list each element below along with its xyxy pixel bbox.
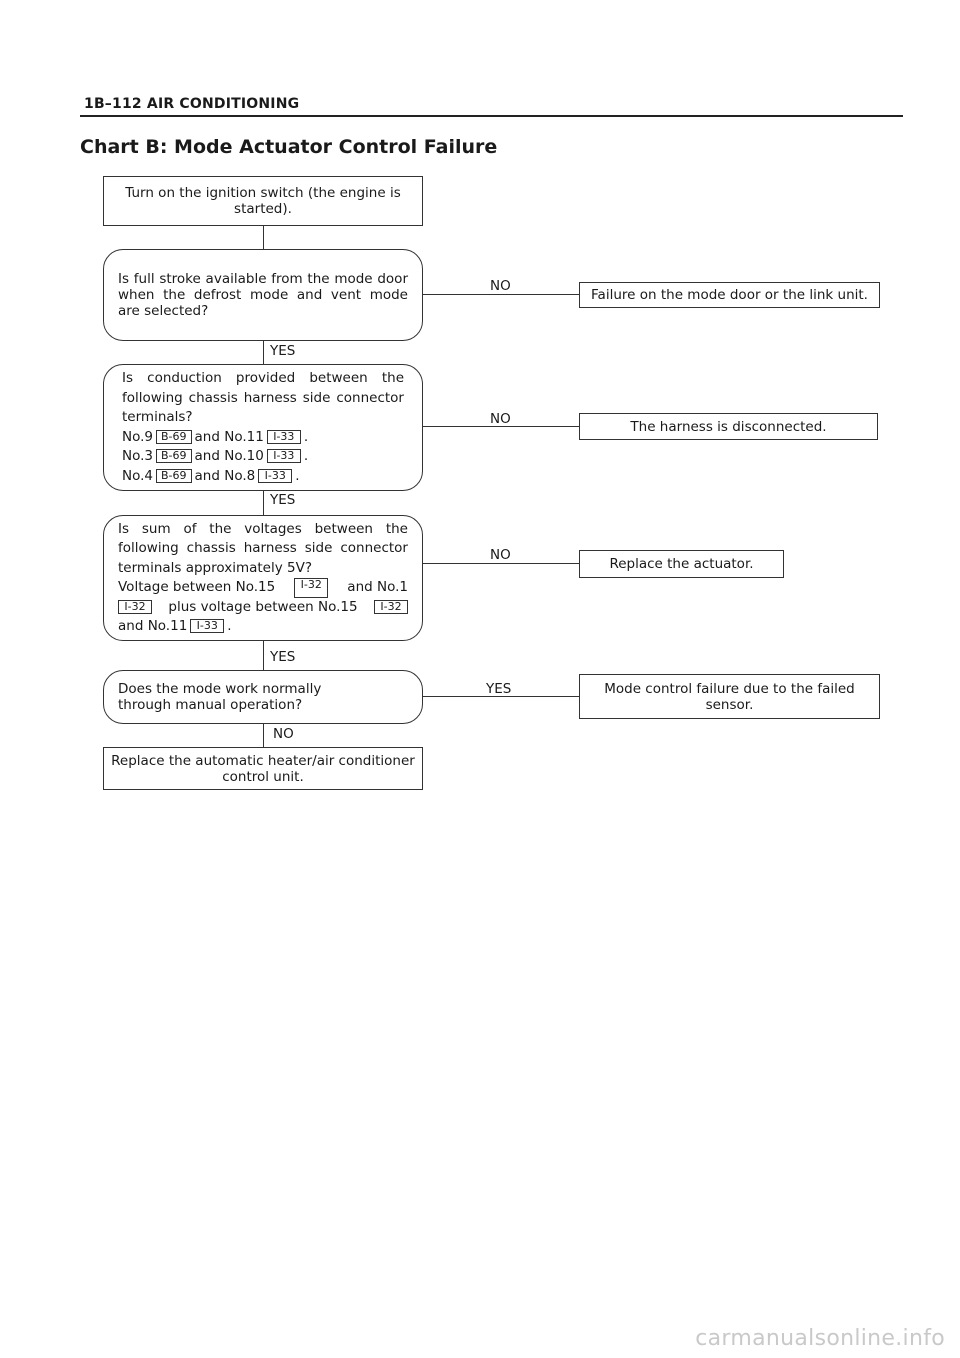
start-text: Turn on the ignition switch (the engine is started). xyxy=(125,185,401,217)
terminal-label: and No.10 xyxy=(194,448,264,464)
q3-no-result-text: Replace the actuator. xyxy=(609,556,754,572)
q4-yes-label: YES xyxy=(486,681,512,697)
connector-tag: B-69 xyxy=(156,469,192,483)
row-end: . xyxy=(295,467,300,484)
q2-no-result-box xyxy=(579,413,878,440)
q1-yes-label: YES xyxy=(270,343,296,359)
question-2-box xyxy=(103,364,423,491)
header-rule xyxy=(80,115,903,117)
q1-no-result-box xyxy=(579,282,880,308)
row-end: . xyxy=(303,448,309,464)
question-3-intro: Is sum of the voltages between the following chassis harness side connector terminals approximately 5V? xyxy=(118,520,408,576)
connector-start-q1 xyxy=(263,226,264,249)
terminal-label: No.9 xyxy=(122,428,154,445)
q3-text: and No.11 xyxy=(118,618,188,634)
question-1-text: Is full stroke available from the mode door when the defrost mode and vent mode are selected? xyxy=(118,271,408,319)
connector-tag: I-33 xyxy=(267,449,301,463)
q4-no-result-box xyxy=(103,747,423,790)
connector-tag: I-32 xyxy=(118,600,152,614)
connector-tag: I-33 xyxy=(258,469,292,483)
terminal-label: and No.8 xyxy=(194,467,256,484)
terminal-label: No.4 xyxy=(122,467,154,484)
terminal-label: No.3 xyxy=(122,448,154,464)
question-3-box xyxy=(103,515,423,641)
chart-title: Chart B: Mode Actuator Control Failure xyxy=(80,136,498,158)
connector-tag: I-33 xyxy=(190,619,224,633)
page-header: 1B–112 AIR CONDITIONING xyxy=(84,96,300,112)
q4-yes-result-box xyxy=(579,674,880,719)
q4-no-label: NO xyxy=(273,726,294,742)
connector-tag: B-69 xyxy=(156,449,192,463)
question-4-text: Does the mode work normally through manual operation? xyxy=(118,681,322,713)
q2-yes-label: YES xyxy=(270,492,296,508)
q4-yes-result-text: Mode control failure due to the failed sensor. xyxy=(604,680,855,713)
row-end: . xyxy=(303,428,309,445)
question-3-line xyxy=(118,598,408,618)
question-2-intro: Is conduction provided between the following chassis harness side connector terminals? xyxy=(122,370,404,425)
start-box xyxy=(103,176,423,226)
q3-text: Voltage between No.15 xyxy=(118,579,276,595)
q1-no-label: NO xyxy=(490,278,511,294)
question-3-line xyxy=(118,617,408,637)
question-1-box xyxy=(103,249,423,341)
q3-no-line xyxy=(423,563,579,564)
connector-tag: B-69 xyxy=(156,430,192,444)
q3-yes-label: YES xyxy=(270,649,296,665)
q3-no-label: NO xyxy=(490,547,511,563)
connector-q1-q2 xyxy=(263,341,264,364)
connector-tag: I-33 xyxy=(267,430,301,444)
question-2-row xyxy=(122,467,404,487)
watermark: carmanualsonline.info xyxy=(695,1326,945,1351)
q4-no-result-text: Replace the automatic heater/air conditioner control unit. xyxy=(111,752,415,785)
q2-no-label: NO xyxy=(490,411,511,427)
connector-q2-q3 xyxy=(263,491,264,515)
q3-no-result-box xyxy=(579,550,784,578)
connector-tag: I-32 xyxy=(294,578,328,598)
row-end: . xyxy=(227,618,232,634)
connector-tag: I-32 xyxy=(374,600,408,614)
connector-q4-end xyxy=(263,724,264,747)
q3-text: and No.1 xyxy=(347,579,408,595)
connector-q3-q4 xyxy=(263,641,264,670)
q3-text: plus voltage between No.15 xyxy=(168,598,358,615)
question-2-row xyxy=(122,428,404,448)
q1-no-line xyxy=(423,294,579,295)
q1-no-result-text: Failure on the mode door or the link unit. xyxy=(591,287,868,303)
question-2-row xyxy=(122,447,404,467)
question-3-line xyxy=(118,578,408,598)
q2-no-result-text: The harness is disconnected. xyxy=(630,418,827,435)
question-4-box xyxy=(103,670,423,724)
terminal-label: and No.11 xyxy=(194,428,264,445)
